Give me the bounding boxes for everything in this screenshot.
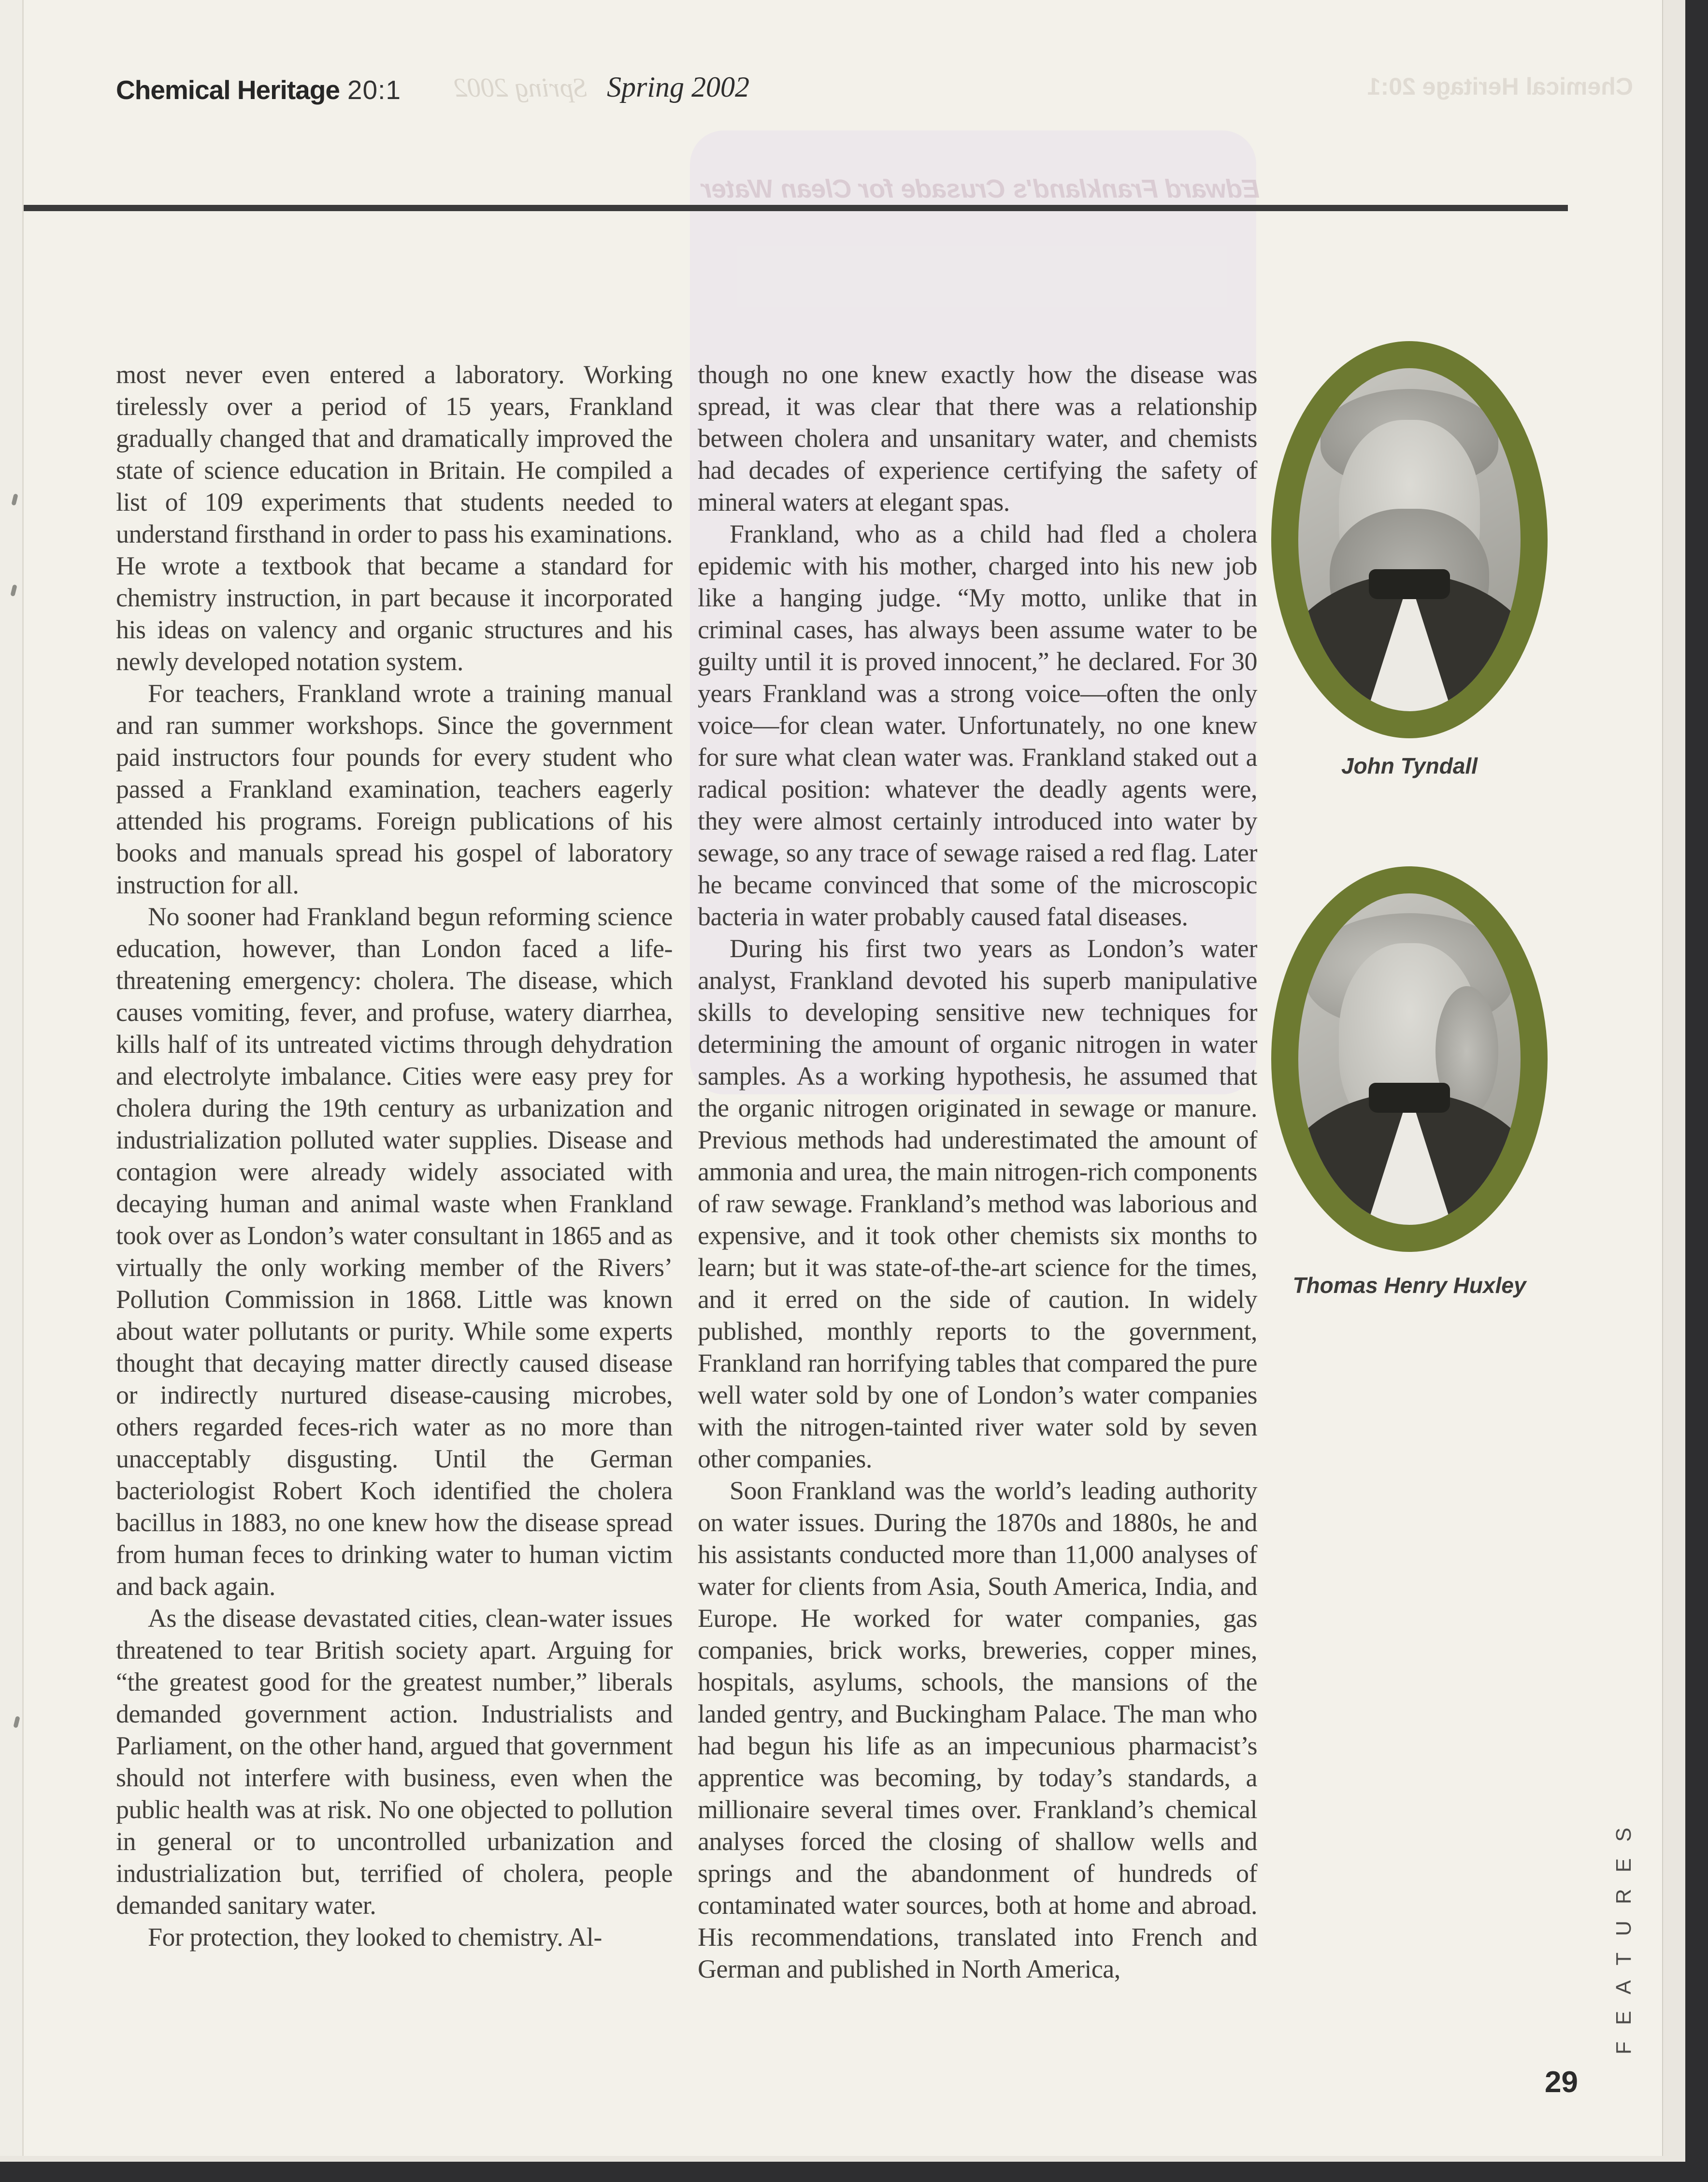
paragraph: most never even entered a laboratory. Working tirelessly over a period of 15 years, Frankland gradually changed that and dramatically improved the state of science education in Britain. He compiled a list of 109 experiments that students needed to understand firsthand in order to pass his examinations. He wrote a textbook that became a standard for chemistry instruction, in part because it incorporated his ideas on valency and organic structures and his newly developed notation system. [116,360,673,676]
paragraph: For protection, they looked to chemistry. Al- [148,1923,602,1952]
page-number: 29 [1545,2066,1578,2099]
portrait-john-tyndall-image [1298,368,1521,711]
paragraph: Soon Frankland was the world’s leading authority on water issues. During the 1870s and 1880s, he and his assistants conducted more than 11,000 analyses of water for clients from Asia, South America, India, and Europe. He worked for water companies, gas companies, brick works, breweries, copper mines, hospitals, asylums, schools, the mansions of the landed gentry, and Buckingham Palace. The man who had begun his life as an impecunious pharmacist’s apprentice was becoming, by today’s standards, a millionaire several times over. Frankland’s chemical analyses forced the closing of shallow wells and springs and the abandonment of hundreds of contaminated water sources, both at home and abroad. His recommendations, translated into French and German and published in North America, [698,1476,1257,1983]
running-head [116,74,401,105]
paragraph: As the disease devastated cities, clean-water issues threatened to tear British society apart. Arguing for “the greatest good for the greatest number,” liberals demanded government action. Industrialists and Parliament, on the other hand, argued that government should not interfere with business, even when the public health was at risk. No one objected to pollution in general or to uncontrolled urbanization and industrialization but, terrified of cholera, people demanded sanitary water. [116,1604,673,1920]
figure-caption: John Tyndall [1341,753,1478,778]
page-stack-edge-right [1663,0,1685,2160]
header-rule [0,205,1568,211]
journal-title: Chemical Heritage [116,75,340,105]
issue-number: 20:1 [347,75,401,105]
paragraph: For teachers, Frankland wrote a training manual and ran summer workshops. Since the government paid instructors four pounds for every student who passed a Frankland examination, teachers eagerly attended his programs. Foreign publications of his books and manuals spread his gospel of laboratory instruction for all. [116,679,673,899]
article-right-column [698,359,1257,1985]
paragraph: No sooner had Frankland begun reforming science education, however, than London faced a life-threatening emergency: cholera. The disease, which causes vomiting, fever, and profuse, watery diarrhea, kills half of its untreated victims through dehydration and electrolyte imbalance. Cities were easy prey for cholera during the 19th century as urbanization and industrialization polluted water supplies. Disease and contagion were already widely associated with decaying human and animal waste when Frankland took over as London’s water consultant in 1865 and as virtually the only working member of the Rivers’ Pollution Commission in 1868. Little was known about water pollutants or purity. While some experts thought that decaying matter directly caused disease or indirectly nurtured disease-causing microbes, others regarded feces-rich water as no more than unacceptably disgusting. Until the German bacteriologist Robert Koch identified the cholera bacillus in 1883, no one knew how the disease spread from human feces to drinking water to human victim and back again. [116,902,673,1601]
article-left-column [116,359,673,1953]
page-stack-edge-bottom [0,2156,1685,2162]
portrait-bowtie [1369,569,1450,599]
portrait-bowtie [1369,1083,1450,1113]
portrait-border-oval [1271,866,1548,1252]
paragraph: Frankland, who as a child had fled a cholera epidemic with his mother, charged into his new job like a hanging judge. “My motto, unlike that in criminal cases, has always been assume water to be guilty until it is proved innocent,” he declared. For 30 years Frankland was a strong voice—often the only voice—for clean water. Unfortunately, no one knew for sure what clean water was. Frankland staked out a radical position: whatever the deadly agents were, they were almost certainly introduced into water by sewage, so any trace of sewage raised a red flag. Later he became convinced that some of the microscopic bacteria in water probably caused fatal diseases. [698,519,1257,931]
portrait-thomas-henry-huxley-image [1298,893,1521,1225]
issue-season: Spring 2002 [607,71,750,103]
figure-john-tyndall [1262,341,1557,779]
scan-left-margin [0,0,22,2156]
portrait-border-oval [1271,341,1548,738]
figure-caption: Thomas Henry Huxley [1292,1273,1526,1298]
section-label-features: FEATURES [1612,1811,1636,2054]
bleedthrough-season-text: Spring 2002 [454,73,587,103]
paragraph: During his first two years as London’s water analyst, Frankland devoted his superb manipulative skills to developing sensitive new techniques for determining the amount of organic nitrogen in water samples. As a working hypothesis, he assumed that the organic nitrogen originated in sewage or manure. Previous methods had underestimated the amount of ammonia and urea, the main nitrogen-rich components of raw sewage. Frankland’s method was laborious and expensive, and it took other chemists six months to learn; but it was state-of-the-art science for the times, and it erred on the side of caution. In widely published, monthly reports to the government, Frankland ran horrifying tables that compared the pure well water sold by one of London’s water companies with the nitrogen-tainted river water sold by seven other companies. [698,934,1257,1473]
bleedthrough-masthead-text: Chemical Heritage 20:1 [1367,73,1633,100]
page-crease-line [22,0,24,2156]
figure-thomas-henry-huxley [1262,866,1557,1298]
bleedthrough-article-title: Edward Frankland's Crusade for Clean Water [701,174,1260,203]
paragraph: though no one knew exactly how the disease was spread, it was clear that there was a relationship between cholera and unsanitary water, and chemists had decades of experience certifying the safety of mineral waters at elegant spas. [698,360,1257,517]
